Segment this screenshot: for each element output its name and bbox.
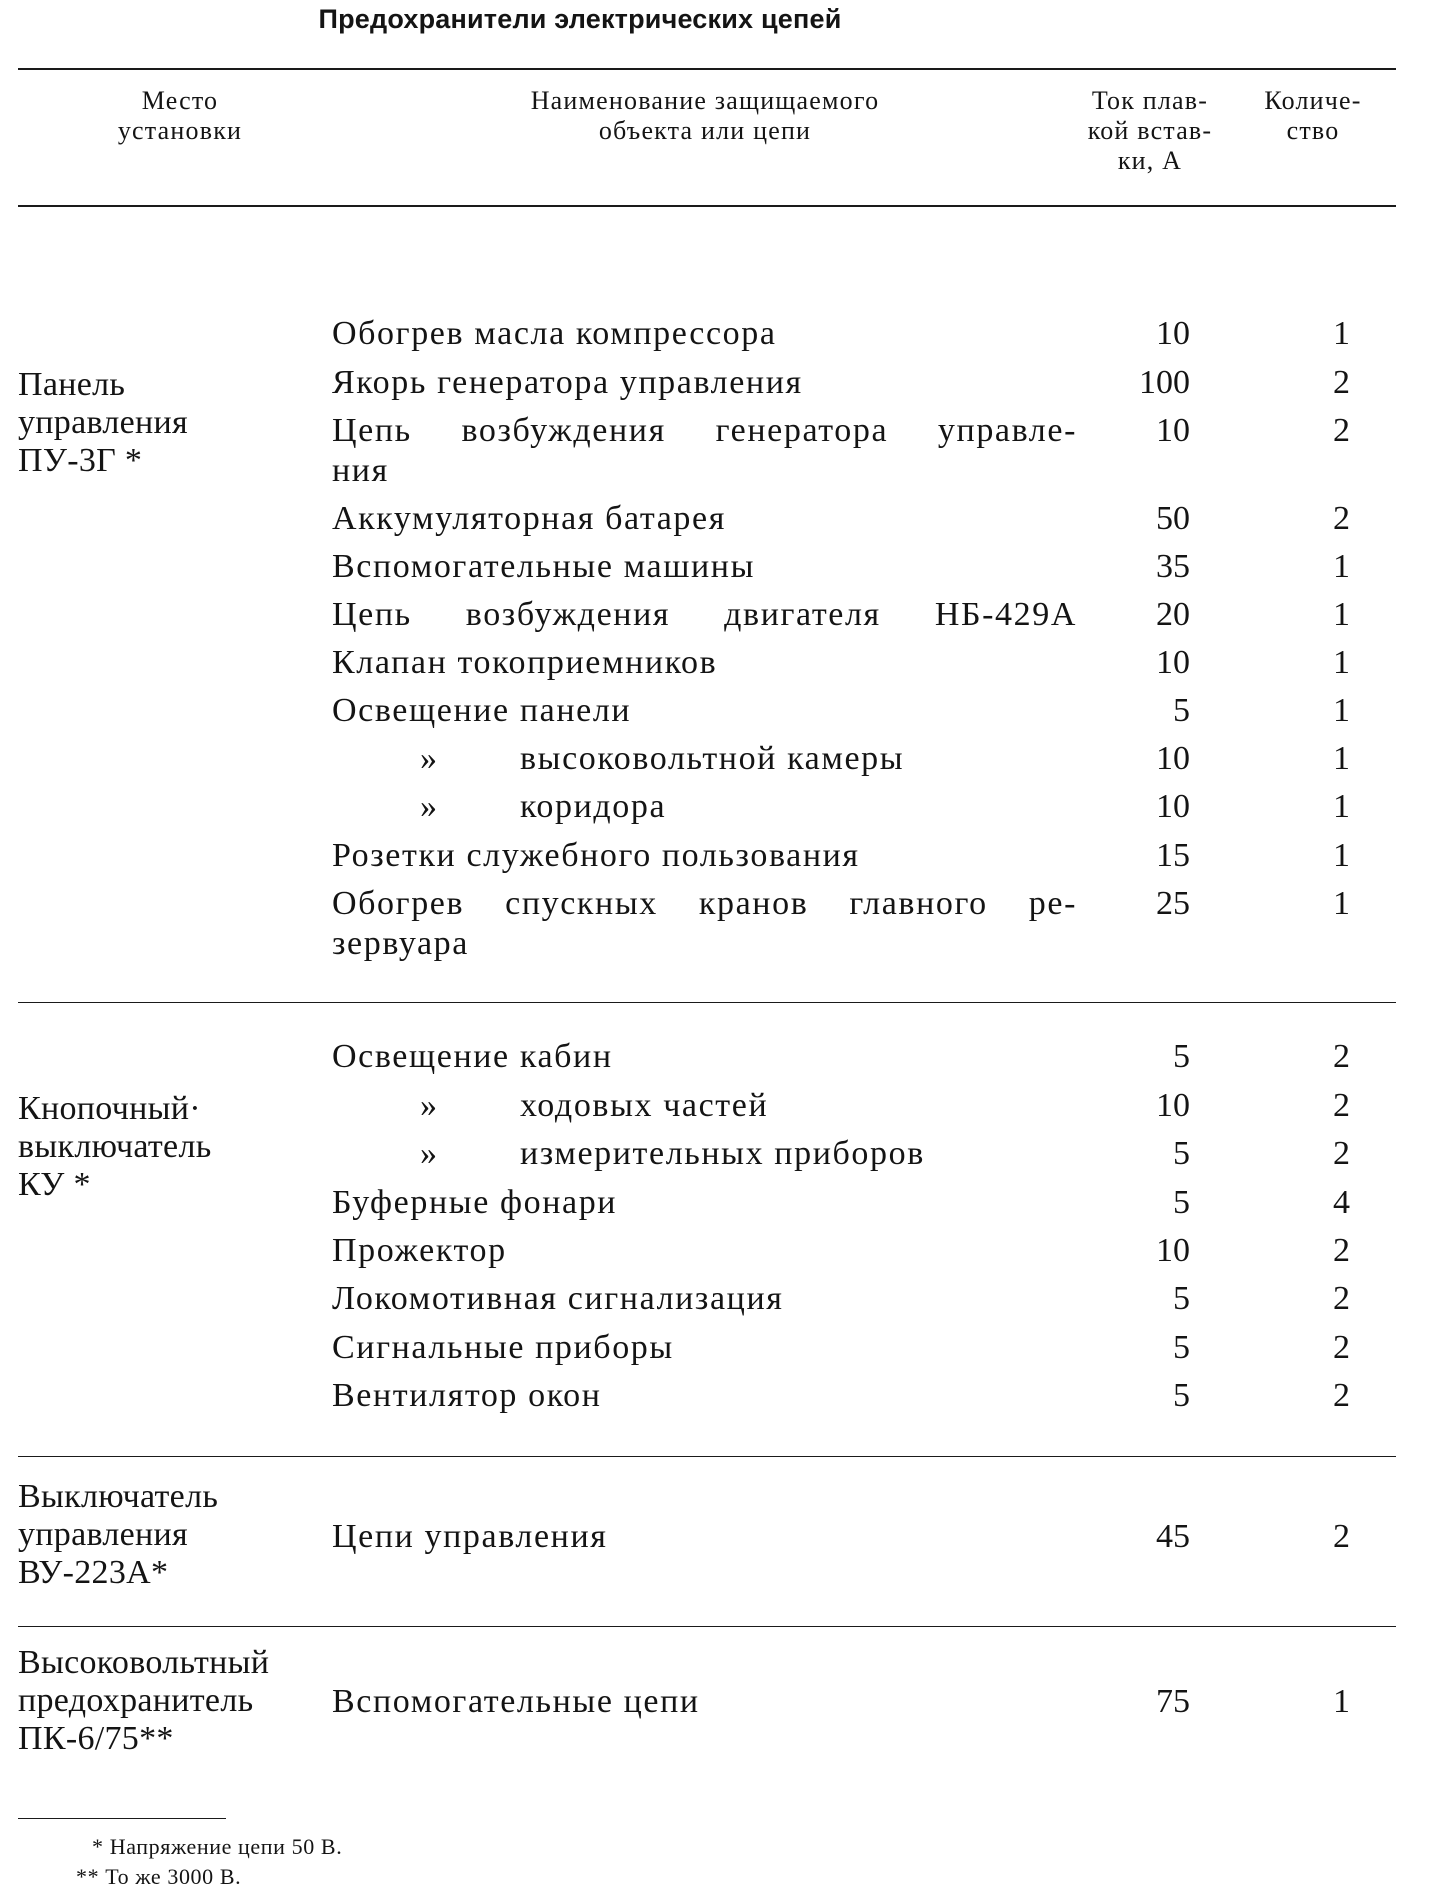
fuse-current: 5 (1173, 1280, 1190, 1317)
fuse-current: 15 (1156, 837, 1190, 874)
group-divider (18, 1002, 1396, 1003)
header-quantity-line: Количе- (1264, 86, 1362, 115)
object-name-continuation: ния (332, 452, 389, 489)
quantity: 1 (1333, 692, 1350, 729)
fuse-current: 5 (1173, 1329, 1190, 1366)
object-name (332, 1086, 1077, 1126)
quantity: 1 (1333, 1683, 1350, 1720)
object-name: Цепи управления (332, 1518, 608, 1555)
quantity: 2 (1333, 1038, 1350, 1075)
location-line: Высоковольтный (18, 1644, 270, 1681)
quantity: 2 (1333, 364, 1350, 401)
header-location (95, 86, 265, 146)
ditto-mark: » (420, 788, 439, 825)
header-object-line: Наименование защищаемого (530, 86, 880, 115)
quantity: 2 (1333, 1087, 1350, 1124)
object-name-text: ходовых частей (520, 1087, 769, 1124)
fuse-current: 5 (1173, 1038, 1190, 1075)
quantity: 2 (1333, 412, 1350, 449)
quantity: 2 (1333, 1135, 1350, 1172)
fuse-current: 10 (1156, 788, 1190, 825)
header-object (440, 86, 970, 146)
footnote: * Напряжение цепи 50 В. (92, 1834, 343, 1859)
header-object-line: объекта или цепи (598, 116, 812, 145)
object-name (332, 739, 1077, 779)
fuse-current: 10 (1156, 1087, 1190, 1124)
group-divider (18, 1626, 1396, 1627)
fuse-current: 10 (1156, 412, 1190, 449)
quantity: 2 (1333, 500, 1350, 537)
header-quantity-line: ство (1286, 116, 1340, 145)
fuse-current: 10 (1156, 644, 1190, 681)
location-line: ПК-6/75** (18, 1720, 174, 1757)
object-name: Вспомогательные цепи (332, 1683, 700, 1720)
header-current-line: ки, А (1117, 146, 1183, 175)
location-line: ПУ-3Г * (18, 442, 143, 479)
location-line: выключатель (18, 1128, 212, 1165)
group-divider (18, 1456, 1396, 1457)
ditto-mark: » (420, 740, 439, 777)
fuse-current: 5 (1173, 1377, 1190, 1414)
quantity: 2 (1333, 1377, 1350, 1414)
fuse-current: 45 (1156, 1518, 1190, 1555)
quantity: 1 (1333, 548, 1350, 585)
quantity: 1 (1333, 788, 1350, 825)
fuse-current: 10 (1156, 315, 1190, 352)
location-line: предохранитель (18, 1682, 254, 1719)
ditto-mark: » (420, 1135, 439, 1172)
header-bottom-rule (18, 205, 1396, 207)
fuse-current: 5 (1173, 692, 1190, 729)
quantity: 1 (1333, 596, 1350, 633)
fuse-current: 35 (1156, 548, 1190, 585)
quantity: 1 (1333, 315, 1350, 352)
object-name: Вентилятор окон (332, 1377, 602, 1414)
location-line: управления (18, 1516, 188, 1553)
fuse-current: 10 (1156, 740, 1190, 777)
object-name-continuation: зервуара (332, 925, 469, 962)
footnote-rule (18, 1818, 226, 1819)
location-line: Панель (18, 366, 126, 403)
fuse-current: 5 (1173, 1135, 1190, 1172)
header-current (1065, 86, 1235, 176)
header-top-rule (18, 68, 1396, 70)
location-line: Кнопочный· (18, 1090, 201, 1127)
object-name: Клапан токоприемников (332, 644, 718, 681)
object-name: Цепь возбуждения двигателя НБ-429А (332, 596, 1077, 633)
quantity: 1 (1333, 885, 1350, 922)
object-name-text: коридора (520, 788, 667, 825)
object-name: Сигнальные приборы (332, 1329, 674, 1366)
object-name-text: измерительных приборов (520, 1135, 925, 1172)
quantity: 2 (1333, 1280, 1350, 1317)
location-line: Выключатель (18, 1478, 219, 1515)
location-line: КУ * (18, 1166, 91, 1203)
quantity: 2 (1333, 1329, 1350, 1366)
object-name: Розетки служебного пользования (332, 837, 860, 874)
quantity: 2 (1333, 1232, 1350, 1269)
object-name: Вспомогательные машины (332, 548, 756, 585)
fuse-current: 75 (1156, 1683, 1190, 1720)
object-name: Аккумуляторная батарея (332, 500, 726, 537)
fuse-current: 5 (1173, 1184, 1190, 1221)
fuse-current: 10 (1156, 1232, 1190, 1269)
footnote: ** То же 3000 В. (76, 1864, 242, 1889)
object-name: Прожектор (332, 1232, 507, 1269)
header-quantity (1248, 86, 1378, 146)
group-location (18, 1090, 212, 1204)
fuse-current: 25 (1156, 885, 1190, 922)
object-name: Освещение кабин (332, 1038, 613, 1075)
table-title: Предохранители электрических цепей (318, 4, 842, 34)
object-name: Локомотивная сигнализация (332, 1280, 784, 1317)
location-line: управления (18, 404, 188, 441)
group-location (18, 1478, 218, 1592)
fuse-current: 20 (1156, 596, 1190, 633)
quantity: 1 (1333, 837, 1350, 874)
object-name (332, 1134, 1077, 1174)
object-name: Освещение панели (332, 692, 632, 729)
location-line: ВУ-223А* (18, 1554, 169, 1591)
object-name: Цепь возбуждения генератора управле- (332, 412, 1077, 449)
group-location (18, 366, 188, 480)
quantity: 2 (1333, 1518, 1350, 1555)
header-current-line: Ток плав- (1091, 86, 1209, 115)
fuse-current: 50 (1156, 500, 1190, 537)
object-name: Обогрев масла компрессора (332, 315, 777, 352)
quantity: 4 (1333, 1184, 1350, 1221)
quantity: 1 (1333, 740, 1350, 777)
object-name (332, 787, 1077, 827)
header-location-line: установки (117, 116, 243, 145)
header-location-line: Место (141, 86, 219, 115)
quantity: 1 (1333, 644, 1350, 681)
object-name: Буферные фонари (332, 1184, 618, 1221)
fuse-current: 100 (1139, 364, 1190, 401)
header-current-line: кой встав- (1087, 116, 1213, 145)
object-name: Якорь генератора управления (332, 364, 803, 401)
object-name-text: высоковольтной камеры (520, 740, 905, 777)
ditto-mark: » (420, 1087, 439, 1124)
object-name: Обогрев спускных кранов главного ре- (332, 885, 1077, 922)
group-location (18, 1644, 269, 1758)
